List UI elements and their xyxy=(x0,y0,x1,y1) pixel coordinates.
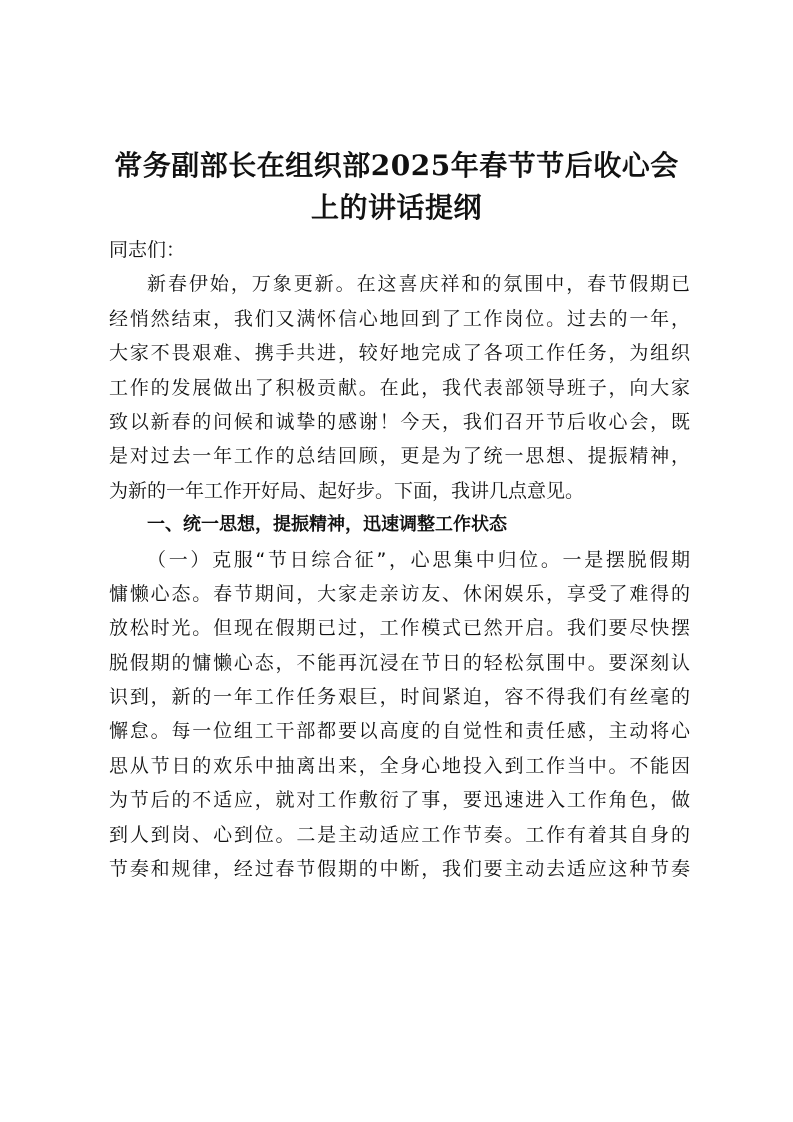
section-heading: 一、统一思想，提振精神，迅速调整工作状态 xyxy=(147,514,507,536)
paragraph-line: 为节后的不适应，就对工作敷衍了事，要迅速进入工作角色，做 xyxy=(109,789,690,812)
subsection-first-line-text: 一是摆脱假期 xyxy=(562,548,690,571)
paragraph-line: 懈怠。每一位组工干部都要以高度的自觉性和责任感，主动将心 xyxy=(109,720,690,743)
paragraph-line: 为新的一年工作开好局、起好步。下面，我讲几点意见。 xyxy=(109,479,585,502)
salutation: 同志们： xyxy=(109,239,186,261)
paragraph-line: 到人到岗、心到位。二是主动适应工作节奏。工作有着其自身的 xyxy=(109,823,690,846)
paragraph-line: 新春伊始，万象更新。在这喜庆祥和的氛围中，春节假期已 xyxy=(147,273,690,296)
title-line-2: 上的讲话提纲 xyxy=(310,191,482,224)
subsection-heading: （一）克服“节日综合征”，心思集中归位。 xyxy=(147,548,563,571)
paragraph-line: 识到，新的一年工作任务艰巨，时间紧迫，容不得我们有丝毫的 xyxy=(109,686,690,709)
paragraph-line: 放松时光。但现在假期已过，工作模式已然开启。我们要尽快摆 xyxy=(109,617,690,640)
subsection-first-line xyxy=(109,543,690,577)
opening-paragraph xyxy=(109,267,690,508)
paragraph-line: 致以新春的问候和诚挚的感谢！今天，我们召开节后收心会，既 xyxy=(109,410,690,433)
paragraph-line: 节奏和规律，经过春节假期的中断，我们要主动去适应这种节奏 xyxy=(109,858,690,881)
title-line-1: 常务副部长在组织部2025年春节节后收心会 xyxy=(114,149,679,182)
subsection-paragraph xyxy=(109,543,690,887)
document-body xyxy=(109,233,690,886)
paragraph-line: 经悄然结束，我们又满怀信心地回到了工作岗位。过去的一年， xyxy=(109,307,690,330)
paragraph-line: 大家不畏艰难、携手共进，较好地完成了各项工作任务，为组织 xyxy=(109,342,690,365)
paragraph-line: 脱假期的慵懒心态，不能再沉浸在节日的轻松氛围中。要深刻认 xyxy=(109,651,690,674)
paragraph-line: 思从节日的欢乐中抽离出来，全身心地投入到工作当中。不能因 xyxy=(109,754,690,777)
paragraph-line: 是对过去一年工作的总结回顾，更是为了统一思想、提振精神， xyxy=(109,445,690,468)
document-title xyxy=(90,145,703,229)
paragraph-line: 慵懒心态。春节期间，大家走亲访友、休闲娱乐，享受了难得的 xyxy=(109,582,690,605)
paragraph-line: 工作的发展做出了积极贡献。在此，我代表部领导班子，向大家 xyxy=(109,376,690,399)
